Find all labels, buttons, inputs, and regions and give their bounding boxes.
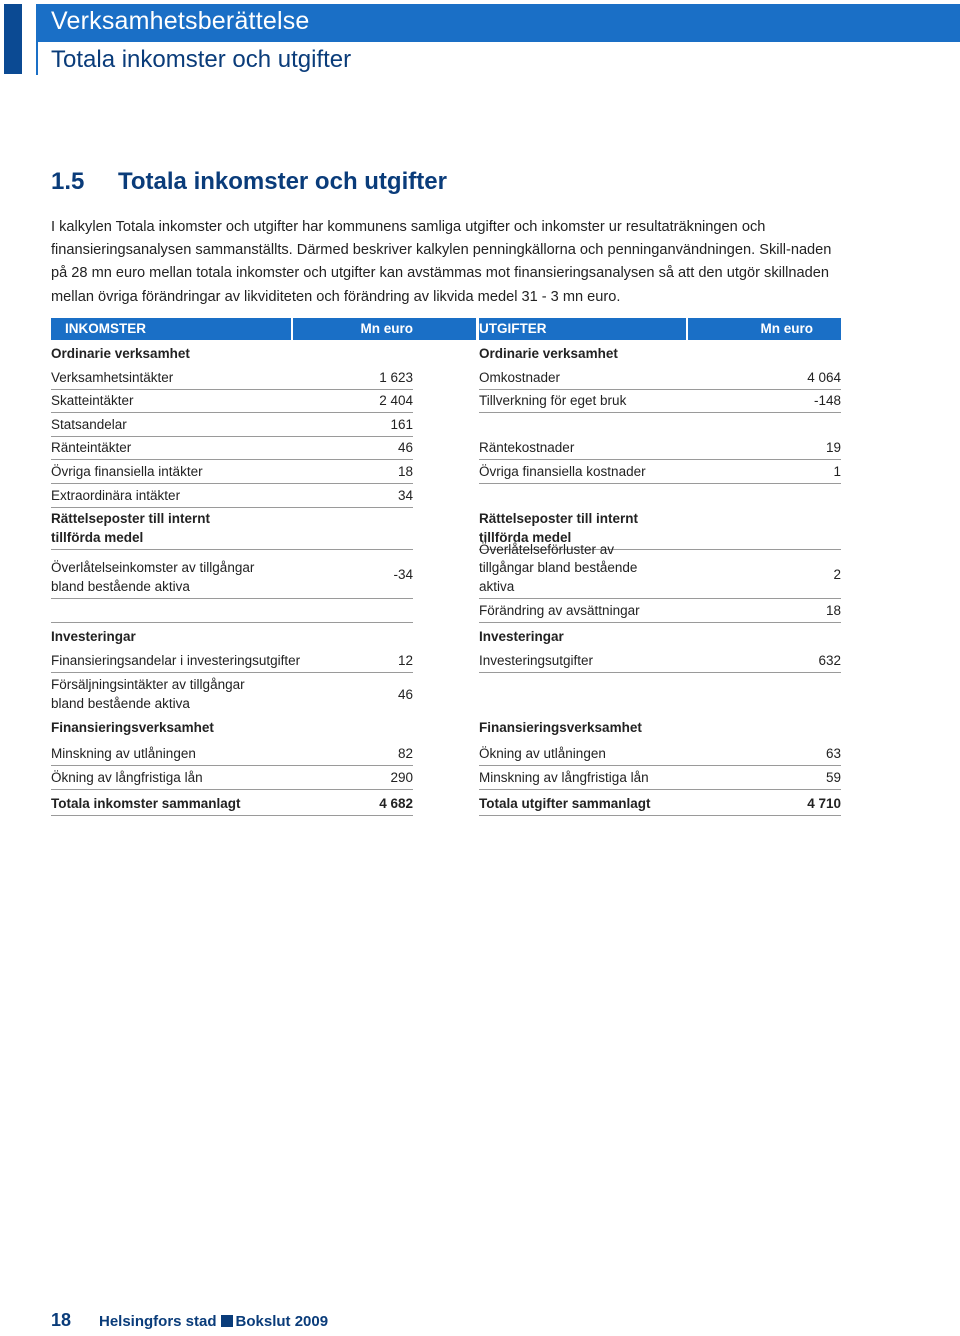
table-row: [51, 484, 841, 508]
table-row: [51, 790, 841, 816]
income-cell: [51, 716, 413, 740]
table-row: [51, 508, 841, 550]
income-cell: [51, 599, 413, 623]
expense-label: Totala utgifter sammanlagt: [479, 795, 651, 811]
expense-cell: [479, 366, 841, 390]
table-row: [51, 413, 841, 437]
table-row: [51, 716, 841, 740]
income-cell: [51, 550, 413, 599]
income-label: Ränteintäkter: [51, 439, 132, 455]
income-label: Extraordinära intäkter: [51, 487, 181, 503]
expense-value: 632: [818, 652, 841, 668]
table-header: [51, 318, 841, 340]
expense-value: 4 710: [807, 795, 841, 811]
income-value: 1 623: [379, 369, 413, 385]
income-label: Ordinarie verksamhet: [51, 345, 190, 361]
income-value: 18: [397, 463, 413, 479]
header-subtitle: Totala inkomster och utgifter: [51, 46, 352, 73]
header-income: INKOMSTER: [51, 318, 291, 340]
expense-label: Ökning av utlåningen: [479, 745, 606, 761]
header-expense-unit: Mn euro: [688, 318, 841, 340]
expense-cell: [479, 673, 841, 716]
table-row: [51, 673, 841, 716]
income-cell: [51, 484, 413, 508]
income-value: 46: [397, 439, 413, 455]
footer-doc: Bokslut 2009: [235, 1313, 329, 1330]
income-cell: [51, 390, 413, 413]
expense-value: 19: [825, 439, 841, 455]
income-label: Verksamhetsintäkter: [51, 369, 174, 385]
income-cell: [51, 340, 413, 366]
table-row: [51, 623, 841, 649]
income-value: 46: [397, 686, 413, 702]
expense-cell: [479, 484, 841, 508]
table-row: [51, 390, 841, 413]
table-row: [51, 460, 841, 484]
section-heading: [51, 168, 447, 196]
expense-label: Investeringsutgifter: [479, 652, 594, 668]
header-title: Verksamhetsberättelse: [51, 7, 310, 35]
income-cell: [51, 673, 413, 716]
expense-value: 4 064: [807, 369, 841, 385]
income-label: Överlåtelseinkomster av tillgångar bland bestående aktiva: [51, 560, 255, 594]
intro-paragraph: I kalkylen Totala inkomster och utgifter har kommunens samliga utgifter och inkomster ur resultaträkningen och finansieringsanalysen sammanställts. Därmed beskriver kalkylen penningkällorna och penninganvändningen. Skill-naden på 28 mn euro mellan totala inkomster och utgifter kan avstämmas mot finansieringsanalysen så att den utgör skillnaden mellan övriga förändringar av likviditeten och förändring av likvida medel 31 - 3 mn euro.: [51, 219, 832, 305]
expense-cell: [479, 541, 841, 599]
table-row: [51, 599, 841, 623]
income-cell: [51, 413, 413, 437]
expense-cell: [479, 340, 841, 366]
expense-label: Övriga finansiella kostnader: [479, 463, 646, 479]
expense-value: 59: [825, 769, 841, 785]
income-expense-table: [51, 318, 841, 811]
income-value: 12: [397, 652, 413, 668]
expense-label: Förändring av avsättningar: [479, 602, 640, 618]
expense-value: -148: [813, 392, 841, 408]
income-label: Ökning av långfristiga lån: [51, 769, 203, 785]
expense-cell: [479, 623, 841, 649]
expense-label: Finansieringsverksamhet: [479, 719, 642, 735]
page-footer: [51, 1310, 328, 1331]
table-row: [51, 340, 841, 366]
expense-label: Överlåtelseförluster av tillgångar bland bestående aktiva: [479, 541, 638, 594]
income-label: Rättelseposter till internt tillförda medel: [51, 511, 211, 545]
income-cell: [51, 623, 413, 649]
expense-label: Tillverkning för eget bruk: [479, 392, 627, 408]
expense-value: 1: [833, 463, 841, 479]
income-value: 82: [397, 745, 413, 761]
expense-cell: [479, 599, 841, 623]
section-number: 1.5: [51, 168, 85, 195]
header-expense: UTGIFTER: [479, 318, 686, 340]
section-title: Totala inkomster och utgifter: [118, 168, 447, 195]
table-row: [51, 366, 841, 390]
table-row: [51, 649, 841, 673]
income-cell: [51, 766, 413, 790]
expense-cell: [479, 413, 841, 437]
income-value: 2 404: [379, 392, 413, 408]
income-cell: [51, 366, 413, 390]
expense-cell: [479, 390, 841, 413]
income-label: Finansieringsandelar i investeringsutgifter: [51, 652, 301, 668]
expense-cell: [479, 790, 841, 816]
expense-label: Investeringar: [479, 628, 564, 644]
expense-label: Räntekostnader: [479, 439, 575, 455]
income-label: Övriga finansiella intäkter: [51, 463, 203, 479]
table-row: [51, 541, 841, 599]
row-divider: [51, 815, 413, 816]
header-income-unit: Mn euro: [293, 318, 476, 340]
table-row: [51, 766, 841, 790]
income-cell: [51, 508, 413, 550]
income-label: Totala inkomster sammanlagt: [51, 795, 241, 811]
footer-square-icon: [221, 1315, 233, 1327]
income-value: -34: [393, 566, 413, 582]
page-number: 18: [51, 1310, 72, 1330]
income-cell: [51, 790, 413, 816]
expense-cell: [479, 460, 841, 484]
expense-cell: [479, 716, 841, 740]
table-row: [51, 437, 841, 460]
income-cell: [51, 649, 413, 673]
expense-label: Rättelseposter till internt tillförda medel: [479, 511, 639, 545]
expense-value: 18: [825, 602, 841, 618]
expense-label: Omkostnader: [479, 369, 561, 385]
income-label: Statsandelar: [51, 416, 127, 432]
expense-cell: [479, 766, 841, 790]
income-label: Investeringar: [51, 628, 136, 644]
expense-label: Ordinarie verksamhet: [479, 345, 618, 361]
row-divider: [479, 815, 841, 816]
expense-cell: [479, 437, 841, 460]
expense-cell: [479, 740, 841, 766]
income-label: Finansieringsverksamhet: [51, 719, 214, 735]
income-value: 161: [390, 416, 413, 432]
header-accent-bar: [4, 4, 22, 74]
expense-label: Minskning av långfristiga lån: [479, 769, 649, 785]
header-divider: [36, 42, 38, 75]
income-label: Skatteintäkter: [51, 392, 134, 408]
table-row: [51, 740, 841, 766]
income-cell: [51, 460, 413, 484]
income-label: Försäljningsintäkter av tillgångar bland bestående aktiva: [51, 677, 245, 711]
income-cell: [51, 437, 413, 460]
income-cell: [51, 740, 413, 766]
expense-cell: [479, 649, 841, 673]
income-value: 34: [397, 487, 413, 503]
footer-org: Helsingfors stad: [99, 1313, 217, 1330]
income-label: Minskning av utlåningen: [51, 745, 196, 761]
income-value: 4 682: [379, 795, 413, 811]
expense-value: 2: [833, 566, 841, 582]
expense-value: 63: [825, 745, 841, 761]
income-value: 290: [390, 769, 413, 785]
